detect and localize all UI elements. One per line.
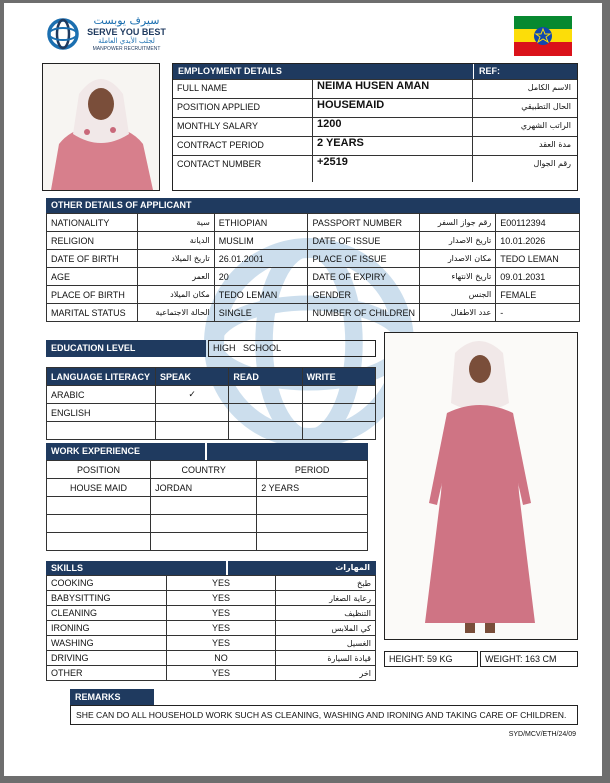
skills-header-arabic: المهارات [228, 561, 376, 575]
skill-row [47, 621, 376, 636]
employment-label: POSITION APPLIED [173, 99, 313, 117]
read-header: READ [229, 368, 302, 386]
language-write [302, 404, 375, 422]
remarks-section [70, 689, 578, 725]
language-row [47, 404, 376, 422]
detail-value: SINGLE [214, 304, 308, 322]
work-row [47, 533, 368, 551]
detail-value: 26.01.2001 [214, 250, 308, 268]
country-header: COUNTRY [151, 461, 257, 479]
skill-value: YES [166, 666, 276, 681]
education-header: EDUCATION LEVEL [46, 340, 206, 357]
detail-label: DATE OF EXPIRY [308, 268, 420, 286]
detail-arabic-label: رقم جواز السفر [420, 214, 496, 232]
detail-arabic-label: الحالة الاجتماعية [138, 304, 214, 322]
work-experience-table [46, 460, 368, 551]
applicant-photo-small [42, 63, 160, 191]
language-write [302, 386, 375, 404]
education-section [46, 340, 376, 357]
detail-label: DATE OF BIRTH [47, 250, 138, 268]
work-country [151, 497, 257, 515]
period-header: PERIOD [257, 461, 368, 479]
language-speak [155, 404, 228, 422]
employment-label: MONTHLY SALARY [173, 118, 313, 136]
work-period: 2 YEARS [257, 479, 368, 497]
skills-section [46, 561, 376, 681]
skill-row [47, 576, 376, 591]
logo-subtitle: MANPOWER RECRUITMENT [92, 46, 161, 52]
applicant-full-body-icon [385, 333, 577, 639]
language-read [229, 386, 302, 404]
remarks-header: REMARKS [70, 689, 154, 705]
skill-row [47, 606, 376, 621]
other-details-section [46, 198, 580, 322]
detail-label: DATE OF ISSUE [308, 232, 420, 250]
other-details-row [47, 214, 580, 232]
language-row [47, 422, 376, 440]
ethiopia-flag-icon [514, 16, 572, 56]
skill-name: WASHING [47, 636, 167, 651]
speak-header: SPEAK [155, 368, 228, 386]
detail-value: TEDO LEMAN [214, 286, 308, 304]
applicant-photo-full [384, 332, 578, 640]
education-value: HIGH SCHOOL [208, 340, 376, 357]
employment-label: FULL NAME [173, 80, 313, 98]
language-name: ARABIC [47, 386, 156, 404]
skill-row [47, 666, 376, 681]
employment-value: 2 YEARS [313, 137, 473, 155]
company-logo [44, 15, 169, 60]
detail-label: NUMBER OF CHILDREN [308, 304, 420, 322]
skill-value: YES [166, 606, 276, 621]
skill-name: OTHER [47, 666, 167, 681]
skill-value: YES [166, 576, 276, 591]
skill-arabic-name: كي الملابس [276, 621, 376, 636]
detail-label: PASSPORT NUMBER [308, 214, 420, 232]
employment-arabic-label: الاسم الكامل [527, 83, 571, 92]
detail-value: 20 [214, 268, 308, 286]
skill-row [47, 636, 376, 651]
employment-label: CONTRACT PERIOD [173, 137, 313, 155]
detail-label: RELIGION [47, 232, 138, 250]
skill-name: DRIVING [47, 651, 167, 666]
work-position [47, 515, 151, 533]
other-details-row [47, 250, 580, 268]
logo-globe-icon [46, 17, 80, 51]
footer-code: SYD/MCV/ETH/24/09 [508, 731, 576, 738]
detail-arabic-label: تاريخ الانتهاء [420, 268, 496, 286]
cv-page [4, 3, 602, 776]
detail-arabic-label: عدد الاطفال [420, 304, 496, 322]
detail-label: GENDER [308, 286, 420, 304]
other-details-table [46, 213, 580, 322]
other-details-row [47, 286, 580, 304]
language-speak: ✓ [155, 386, 228, 404]
skill-value: YES [166, 636, 276, 651]
skill-name: COOKING [47, 576, 167, 591]
logo-arabic-name: سيرف يوبست [93, 14, 160, 27]
employment-row [173, 117, 577, 136]
employment-value: 1200 [313, 118, 473, 136]
detail-label: PLACE OF ISSUE [308, 250, 420, 268]
employment-details-header: EMPLOYMENT DETAILS [173, 64, 473, 79]
skill-value: YES [166, 621, 276, 636]
language-name: ENGLISH [47, 404, 156, 422]
work-country [151, 515, 257, 533]
logo-english-name: SERVE YOU BEST [87, 27, 166, 37]
work-row [47, 479, 368, 497]
detail-label: MARITAL STATUS [47, 304, 138, 322]
detail-arabic-label: سية [138, 214, 214, 232]
position-header: POSITION [47, 461, 151, 479]
work-position [47, 497, 151, 515]
skill-arabic-name: قيادة السيارة [276, 651, 376, 666]
work-position [47, 533, 151, 551]
employment-arabic-label: مدة العقد [539, 140, 571, 149]
language-row [47, 386, 376, 404]
language-name [47, 422, 156, 440]
language-speak [155, 422, 228, 440]
detail-arabic-label: الديانة [138, 232, 214, 250]
ref-label: REF: [474, 64, 577, 79]
other-details-row [47, 268, 580, 286]
work-header-row [47, 461, 368, 479]
other-details-header: OTHER DETAILS OF APPLICANT [46, 198, 580, 213]
language-read [229, 404, 302, 422]
work-country: JORDAN [151, 479, 257, 497]
skill-arabic-name: رعاية الصغار [276, 591, 376, 606]
employment-arabic-label: الحال التطبيقي [521, 102, 571, 111]
employment-row [173, 98, 577, 117]
detail-value: FEMALE [496, 286, 580, 304]
employment-value: NEIMA HUSEN AMAN [313, 80, 473, 98]
detail-arabic-label: تاريخ الاصدار [420, 232, 496, 250]
language-table [46, 367, 376, 440]
detail-arabic-label: العمر [138, 268, 214, 286]
employment-arabic-label: رقم الجوال [533, 159, 571, 168]
work-row [47, 515, 368, 533]
employment-row [173, 155, 577, 182]
work-position: HOUSE MAID [47, 479, 151, 497]
skill-arabic-name: اخر [276, 666, 376, 681]
other-details-row [47, 232, 580, 250]
employment-arabic-label: الراتب الشهري [520, 121, 571, 130]
detail-label: NATIONALITY [47, 214, 138, 232]
skill-arabic-name: طبخ [276, 576, 376, 591]
employment-value: HOUSEMAID [313, 99, 473, 117]
detail-arabic-label: مكان الميلاد [138, 286, 214, 304]
detail-value: 10.01.2026 [496, 232, 580, 250]
skill-name: IRONING [47, 621, 167, 636]
work-country [151, 533, 257, 551]
remarks-text: SHE CAN DO ALL HOUSEHOLD WORK SUCH AS CLEANING, WASHING AND IRONING AND TAKING CARE OF CHILDREN. [70, 705, 578, 725]
other-details-row [47, 304, 580, 322]
employment-row [173, 79, 577, 98]
language-header-row [47, 368, 376, 386]
work-period [257, 515, 368, 533]
applicant-portrait-icon [43, 64, 159, 190]
language-write [302, 422, 375, 440]
work-period [257, 533, 368, 551]
skills-header: SKILLS [46, 561, 226, 575]
detail-value: - [496, 304, 580, 322]
skill-name: BABYSITTING [47, 591, 167, 606]
logo-arabic-subtitle: لجلب الأيدي العاملة [98, 37, 155, 45]
employment-label: CONTACT NUMBER [173, 156, 313, 182]
detail-value: 09.01.2031 [496, 268, 580, 286]
detail-label: PLACE OF BIRTH [47, 286, 138, 304]
skill-row [47, 591, 376, 606]
language-section [46, 367, 376, 440]
weight-field: WEIGHT: 163 CM [480, 651, 578, 667]
detail-value: TEDO LEMAN [496, 250, 580, 268]
detail-arabic-label: تاريخ الميلاد [138, 250, 214, 268]
skill-name: CLEANING [47, 606, 167, 621]
work-experience-header-fill [207, 443, 368, 460]
skill-arabic-name: الغسيل [276, 636, 376, 651]
skill-row [47, 651, 376, 666]
skill-value: YES [166, 591, 276, 606]
skill-arabic-name: التنظيف [276, 606, 376, 621]
detail-arabic-label: الجنس [420, 286, 496, 304]
skills-table [46, 575, 376, 681]
work-experience-header: WORK EXPERIENCE [46, 443, 205, 460]
language-read [229, 422, 302, 440]
write-header: WRITE [302, 368, 375, 386]
detail-value: ETHIOPIAN [214, 214, 308, 232]
height-field: HEIGHT: 59 KG [384, 651, 478, 667]
detail-label: AGE [47, 268, 138, 286]
employment-value: +2519 [313, 156, 473, 182]
language-literacy-header: LANGUAGE LITERACY [47, 368, 156, 386]
detail-value: MUSLIM [214, 232, 308, 250]
skill-value: NO [166, 651, 276, 666]
detail-arabic-label: مكان الاصدار [420, 250, 496, 268]
employment-details-box [172, 63, 578, 191]
work-experience-section [46, 443, 368, 551]
work-period [257, 497, 368, 515]
work-row [47, 497, 368, 515]
detail-value: E00112394 [496, 214, 580, 232]
employment-rows [173, 79, 577, 182]
employment-row [173, 136, 577, 155]
